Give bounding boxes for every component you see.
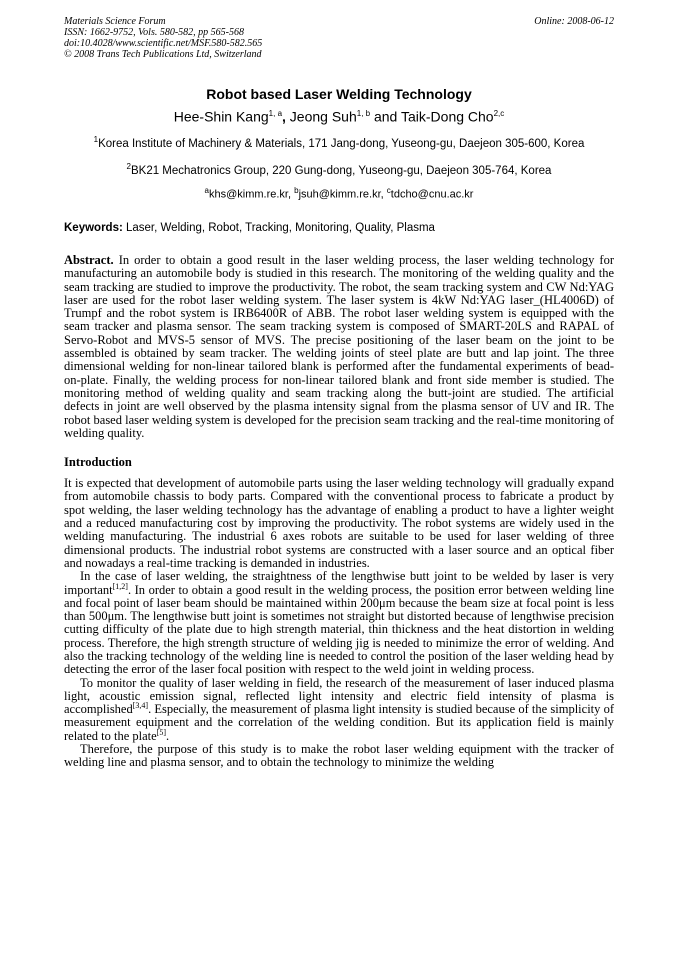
paragraph: In the case of laser welding, the straightness of the lengthwise butt joint to be welded by laser is very important[1,2]. In order to obtain a good result in the welding process, the position error between welding line and focal point of laser beam should be maintained within 200μm because the beam size at focal point is less than 500μm. The lengthwise butt joint is sometimes not straight but distorted because of lengthwise precision cutting difficulty of the plate due to high strength material, thin thickness and the heat distortion in welding process. Therefore, the high strength structure of welding jig is needed to minimize the error of welding. And also the tracking technology of the welding line is needed to control the position of the laser welding head by detecting the error of the laser focal position with respect to the weld joint in welding process. (64, 569, 614, 677)
journal-name: Materials Science Forum (64, 16, 166, 27)
paper-title: Robot based Laser Welding Technology (206, 86, 472, 102)
citation[interactable]: [3,4] (132, 701, 149, 711)
journal-header (64, 16, 614, 60)
paragraph: To monitor the quality of laser welding in field, the research of the measurement of laser induced plasma light, acoustic emission signal, reflected light intensity and electric field intensity of plasma is accomplished[3,4]. Especially, the measurement of plasma light intensity is studied because of the simplicity of measurement equipment and the correlation of the welding condition. But its application field is mainly related to the plate[5]. (64, 675, 614, 743)
keywords-text: Laser, Welding, Robot, Tracking, Monitoring, Quality, Plasma (126, 221, 435, 234)
author-name: Jeong Suh (289, 108, 357, 125)
email-link[interactable]: khs@kimm.re.kr (208, 188, 288, 201)
copyright-line: © 2008 Trans Tech Publications Ltd, Switzerland (64, 49, 262, 60)
email-list: $^a$khs@kimm.re.kr, $^b$jsuh@kimm.re.kr, $^c$tdcho@cnu.ac.kr (204, 186, 474, 201)
email-link[interactable]: tdcho@cnu.ac.kr (390, 188, 474, 201)
abstract-label: Abstract. (64, 252, 114, 267)
introduction-body (64, 477, 614, 770)
author-sup: 1, a (268, 109, 283, 118)
author-sup: 2,c (493, 109, 505, 118)
online-date: Online: 2008-06-12 (534, 16, 614, 27)
section-heading-introduction: Introduction (64, 455, 132, 470)
doi-line[interactable]: doi:10.4028/www.scientific.net/MSF.580-582.565 (64, 38, 263, 49)
keywords-label: Keywords: (64, 221, 123, 234)
author-list: Hee-Shin Kang$^{1, a}$, Jeong Suh$^{1, b}$ and Taik-Dong Cho$^{2,c}$ (173, 108, 505, 125)
citation[interactable]: [1,2] (112, 581, 128, 591)
keywords (64, 221, 614, 235)
author-name: Taik-Dong Cho (400, 108, 494, 125)
citation[interactable]: [5] (156, 727, 166, 737)
paragraph: Therefore, the purpose of this study is to make the robot laser welding equipment with the tracker of welding line and plasma sensor, and to obtain the technology to minimize the welding (64, 742, 614, 770)
author-sup: 1, b (356, 109, 371, 118)
author-name: Hee-Shin Kang (173, 108, 269, 125)
abstract-text: In order to obtain a good result in the laser welding process, the laser welding technology for manufacturing an automobile body is studied in this research. The monitoring of the welding quality and the seam tracking are studied to improve the productivity. The robot, the seam tracking system and CW Nd:YAG laser are used for the robot laser welding system. The laser system is 4kW Nd:YAG laser_(HL4006D) of Trumpf and the robot system is IRB6400R of ABB. The robot laser welding system is equipped with the seam tracker and plasma sensor. The seam tracking system is composed of SMART-20LS and RAPAL of Servo-Robot and MVS-5 sensor of MVS. The precise positioning of the laser beam on the joint to be assembled is obtained by seam tracker. The welding joints of steel plate are butt and lap joint. The three dimensional welding for non-linear tailored blank is performed after the fundamental experiments of bead-on-plate. Finally, the welding process for non-linear tailored blank and front side member is studied. The monitoring method of welding quality and seam tracking along the butt-joint are studied. The artificial defects in joint are well observed by the plasma intensity signal from the plasma sensor of UV and IR. The robot based laser welding system is developed for the precision seam tracking and the real-time monitoring of welding quality. (64, 252, 615, 440)
email-link[interactable]: jsuh@kimm.re.kr (298, 188, 381, 201)
paragraph: It is expected that development of automobile parts using the laser welding technology will gradually expand from automobile chassis to body parts. Compared with the conventional process to fabricate a product by spot welding, the laser welding technology has the advantage of enabling a product to have a lighter weight and a reduced manufacturing cost by improving the productivity. The robot systems are widely used in the welding manufacturing. The industrial 6 axes robots are suitable to be used for laser welding of three dimensional products. The industrial robot systems are constructed with a laser source and an optical fiber and nowadays a real-time tracking is demanded in industries. (64, 476, 614, 570)
issn-line: ISSN: 1662-9752, Vols. 580-582, pp 565-568 (64, 27, 244, 38)
affiliation-1: $^1$Korea Institute of Machinery & Materials, 171 Jang-dong, Yuseong-gu, Daejeon 305-600, Korea (93, 134, 585, 150)
abstract (64, 254, 614, 440)
affiliation-2: $^2$BK21 Mechatronics Group, 220 Gung-dong, Yuseong-gu, Daejeon 305-764, Korea (126, 162, 552, 178)
